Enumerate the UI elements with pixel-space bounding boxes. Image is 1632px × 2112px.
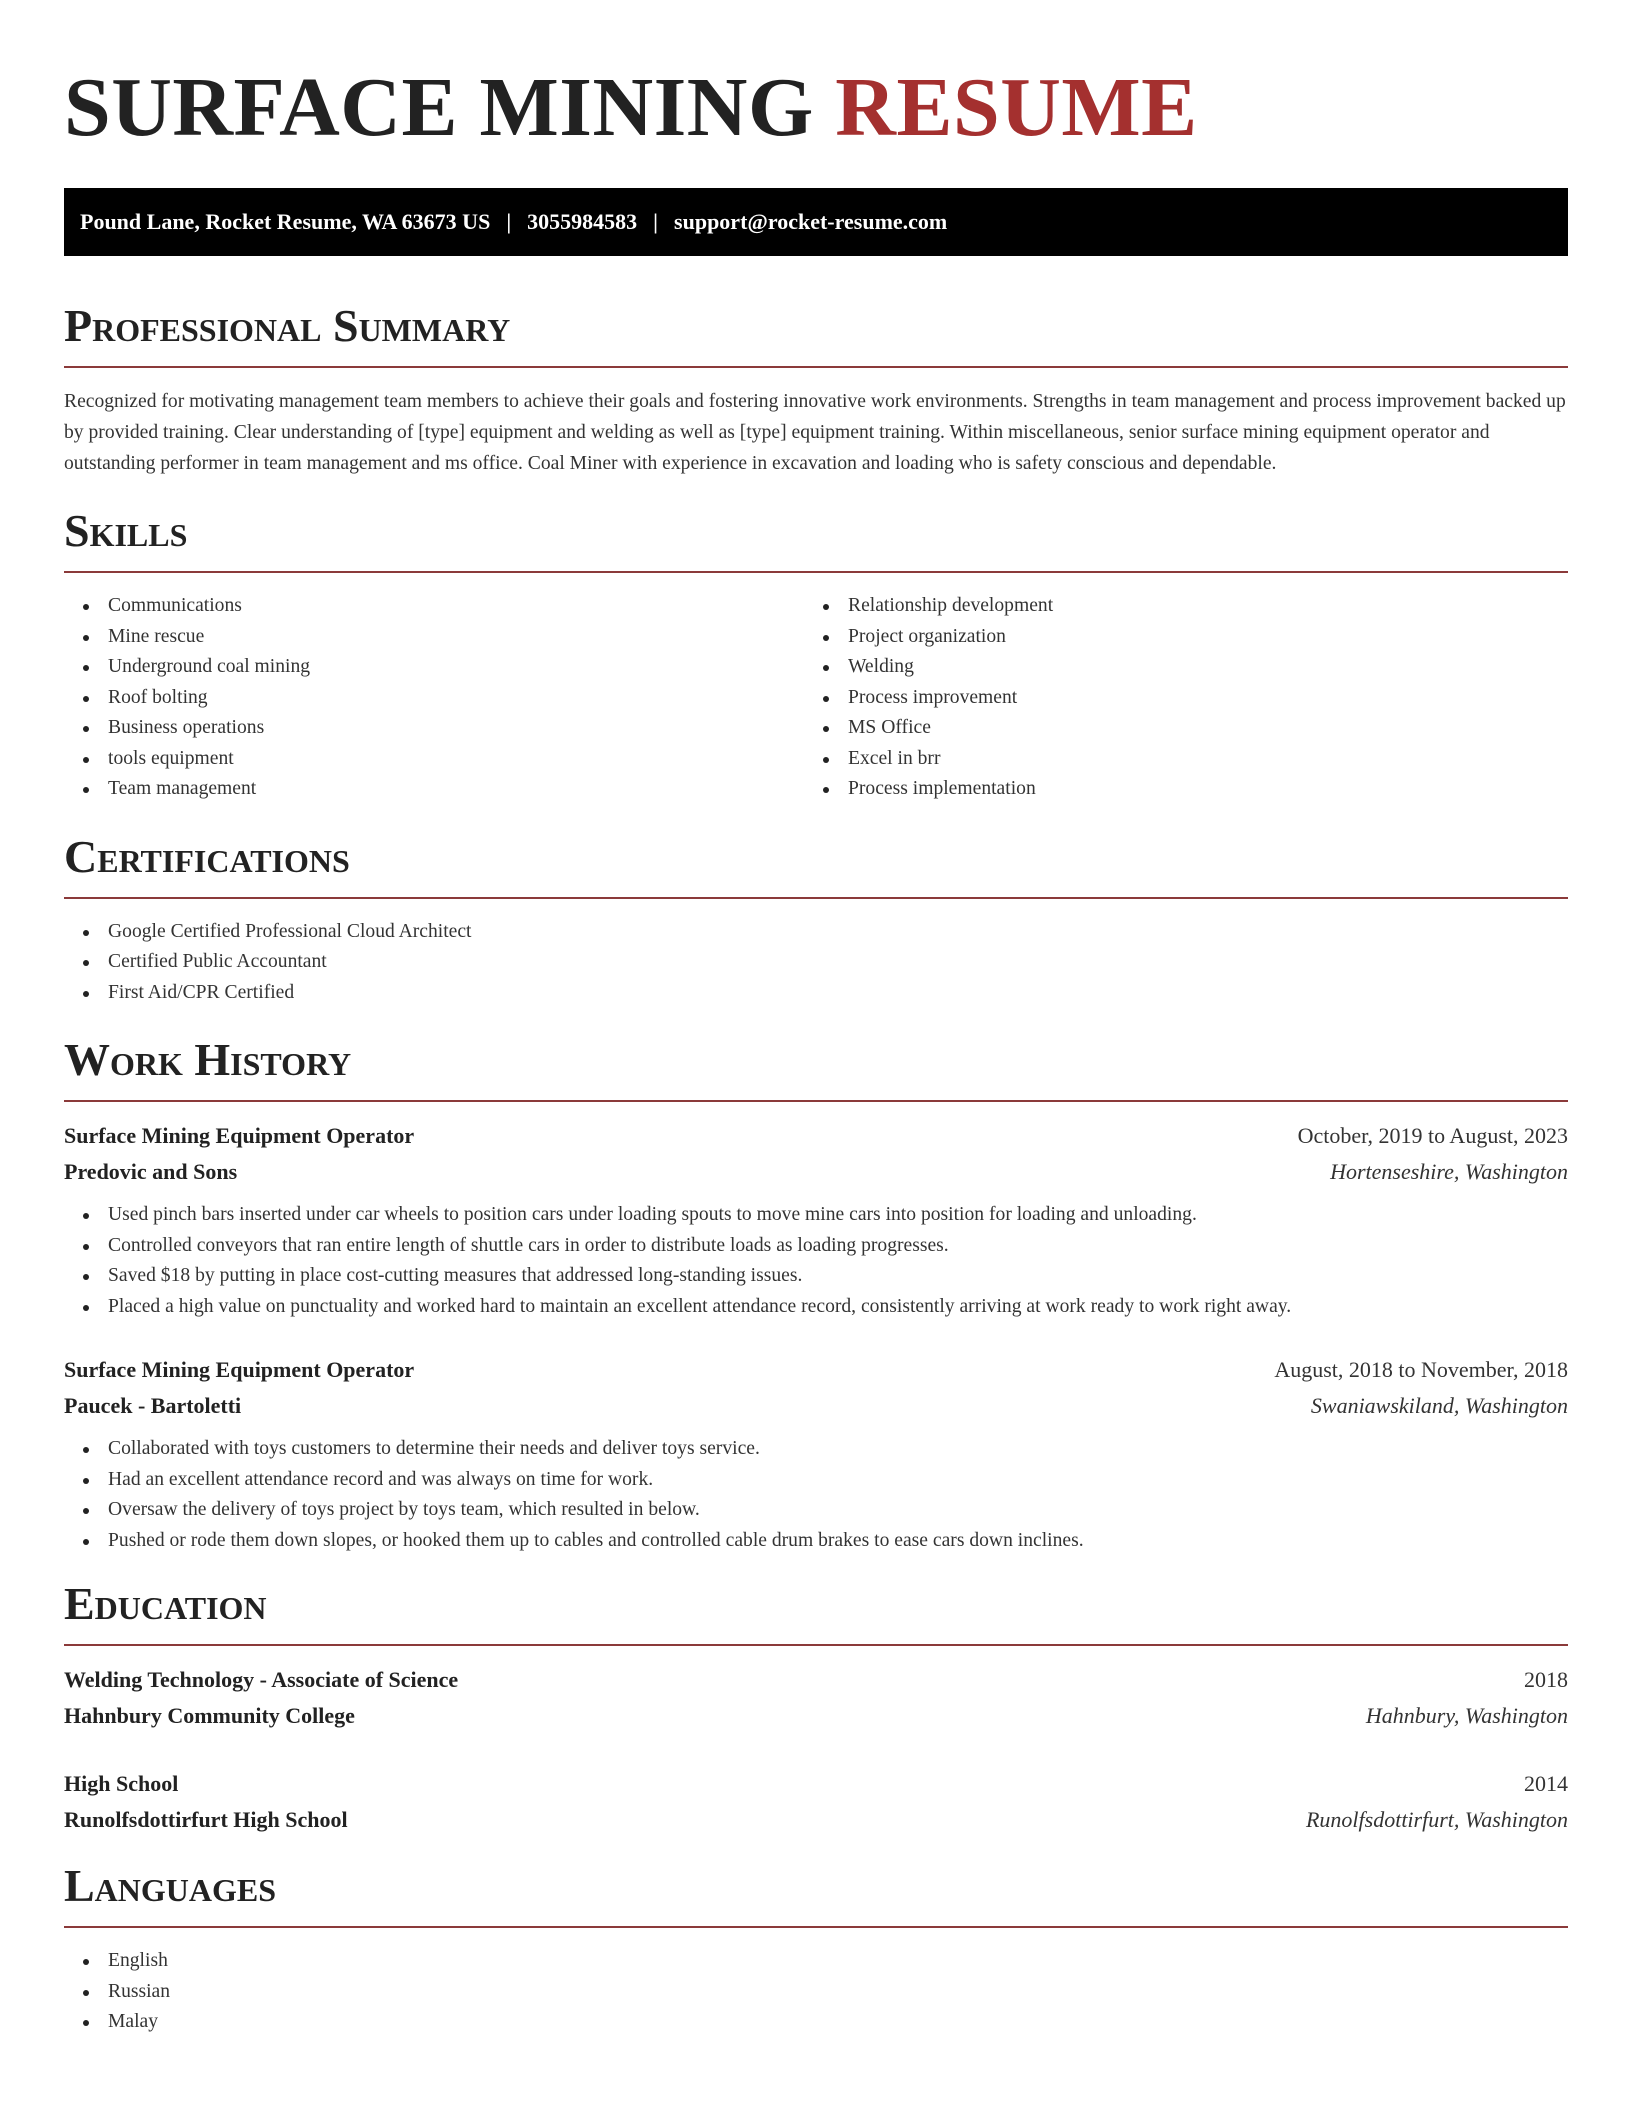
education-year: 2018 xyxy=(1524,1667,1568,1692)
contact-separator: | xyxy=(506,209,512,234)
education-school: Hahnbury Community College xyxy=(64,1703,355,1728)
list-item: Process implementation xyxy=(804,774,1544,805)
list-item: Process improvement xyxy=(804,683,1544,714)
section-divider xyxy=(64,897,1568,899)
list-item: Placed a high value on punctuality and worked hard to maintain an excellent attendance record, consistently arriving at work ready to work right away. xyxy=(64,1292,1568,1323)
education-entry xyxy=(64,1766,1568,1838)
education-header-row xyxy=(64,1662,1568,1698)
job-entry xyxy=(64,1118,1568,1322)
job-title: Surface Mining Equipment Operator xyxy=(64,1123,415,1148)
education-school-row xyxy=(64,1698,1568,1734)
job-location: Hortenseshire, Washington xyxy=(1330,1159,1568,1184)
certifications-list xyxy=(64,917,1568,1009)
section-heading: Certifications xyxy=(64,830,350,882)
list-item: English xyxy=(64,1946,1568,1977)
education-school-row xyxy=(64,1802,1568,1838)
list-item: Malay xyxy=(64,2007,1568,2038)
job-title: Surface Mining Equipment Operator xyxy=(64,1357,415,1382)
title-main: SURFACE MINING xyxy=(64,61,814,154)
job-company: Predovic and Sons xyxy=(64,1159,238,1184)
education-entry xyxy=(64,1662,1568,1734)
section-divider xyxy=(64,366,1568,368)
list-item: Controlled conveyors that ran entire length of shuttle cars in order to distribute loads as loading progresses. xyxy=(64,1231,1568,1262)
education-year: 2014 xyxy=(1524,1771,1568,1796)
list-item: Oversaw the delivery of toys project by toys team, which resulted in below. xyxy=(64,1495,1568,1526)
section-divider xyxy=(64,1100,1568,1102)
section-divider xyxy=(64,1926,1568,1928)
list-item: Pushed or rode them down slopes, or hooked them up to cables and controlled cable drum brakes to ease cars down inclines. xyxy=(64,1526,1568,1557)
list-item: Team management xyxy=(64,774,804,805)
list-item: Relationship development xyxy=(804,591,1544,622)
list-item: First Aid/CPR Certified xyxy=(64,978,1568,1009)
summary-text: Recognized for motivating management team members to achieve their goals and fostering innovative work environments. Strengths in team management and process improvement backed up by provided training. Clear understanding of [type] equipment and welding as well as [type] equipment training. Within miscellaneous, senior surface mining equipment operator and outstanding performer in team management and ms office. Coal Miner with experience in excavation and loading who is safety conscious and dependable. xyxy=(64,391,1566,474)
list-item: Had an excellent attendance record and was always on time for work. xyxy=(64,1465,1568,1496)
contact-email: support@rocket-resume.com xyxy=(674,209,948,234)
skills-list-left xyxy=(64,591,804,805)
education-degree: High School xyxy=(64,1771,179,1796)
job-dates: October, 2019 to August, 2023 xyxy=(1297,1123,1568,1148)
contact-bar xyxy=(64,188,1568,256)
education-header-row xyxy=(64,1766,1568,1802)
list-item: Underground coal mining xyxy=(64,652,804,683)
education-school: Runolfsdottirfurt High School xyxy=(64,1807,348,1832)
job-header-row xyxy=(64,1118,1568,1154)
job-company-row xyxy=(64,1388,1568,1424)
skills-grid xyxy=(64,591,1568,805)
list-item: Roof bolting xyxy=(64,683,804,714)
list-item: MS Office xyxy=(804,713,1544,744)
education-degree: Welding Technology - Associate of Science xyxy=(64,1667,459,1692)
certifications-section xyxy=(64,831,1568,1009)
job-location: Swaniawskiland, Washington xyxy=(1310,1393,1568,1418)
list-item: Russian xyxy=(64,1977,1568,2008)
section-heading: Professional Summary xyxy=(64,300,511,351)
list-item: Mine rescue xyxy=(64,622,804,653)
education-location: Hahnbury, Washington xyxy=(1365,1703,1568,1728)
job-dates: August, 2018 to November, 2018 xyxy=(1274,1357,1568,1382)
skills-section xyxy=(64,505,1568,805)
job-company: Paucek - Bartoletti xyxy=(64,1393,242,1418)
education-section xyxy=(64,1578,1568,1838)
list-item: Collaborated with toys customers to determine their needs and deliver toys service. xyxy=(64,1434,1568,1465)
section-heading: Skills xyxy=(64,505,188,556)
contact-address: Pound Lane, Rocket Resume, WA 63673 US xyxy=(80,209,491,234)
title-accent: RESUME xyxy=(835,61,1198,154)
list-item: Excel in brr xyxy=(804,744,1544,775)
job-entry xyxy=(64,1352,1568,1556)
list-item: Used pinch bars inserted under car wheels to position cars under loading spouts to move mine cars into position for loading and unloading. xyxy=(64,1200,1568,1231)
work-history-section xyxy=(64,1034,1568,1556)
languages-section xyxy=(64,1860,1568,2038)
job-company-row xyxy=(64,1154,1568,1190)
list-item: Saved $18 by putting in place cost-cutting measures that addressed long-standing issues. xyxy=(64,1261,1568,1292)
section-divider xyxy=(64,1644,1568,1646)
section-heading: Languages xyxy=(64,1860,277,1911)
section-heading: Education xyxy=(64,1578,267,1629)
list-item: Google Certified Professional Cloud Architect xyxy=(64,917,1568,948)
skills-list-right xyxy=(804,591,1544,805)
summary-section xyxy=(64,300,1568,479)
list-item: tools equipment xyxy=(64,744,804,775)
list-item: Project organization xyxy=(804,622,1544,653)
contact-phone: 3055984583 xyxy=(527,209,638,234)
list-item: Welding xyxy=(804,652,1544,683)
section-heading: Work History xyxy=(64,1034,352,1085)
list-item: Business operations xyxy=(64,713,804,744)
list-item: Communications xyxy=(64,591,804,622)
job-bullets xyxy=(64,1434,1568,1556)
job-header-row xyxy=(64,1352,1568,1388)
section-divider xyxy=(64,571,1568,573)
list-item: Certified Public Accountant xyxy=(64,947,1568,978)
job-bullets xyxy=(64,1200,1568,1322)
resume-title xyxy=(64,60,1568,156)
education-location: Runolfsdottirfurt, Washington xyxy=(1305,1807,1568,1832)
languages-list xyxy=(64,1946,1568,2038)
contact-separator: | xyxy=(653,209,659,234)
